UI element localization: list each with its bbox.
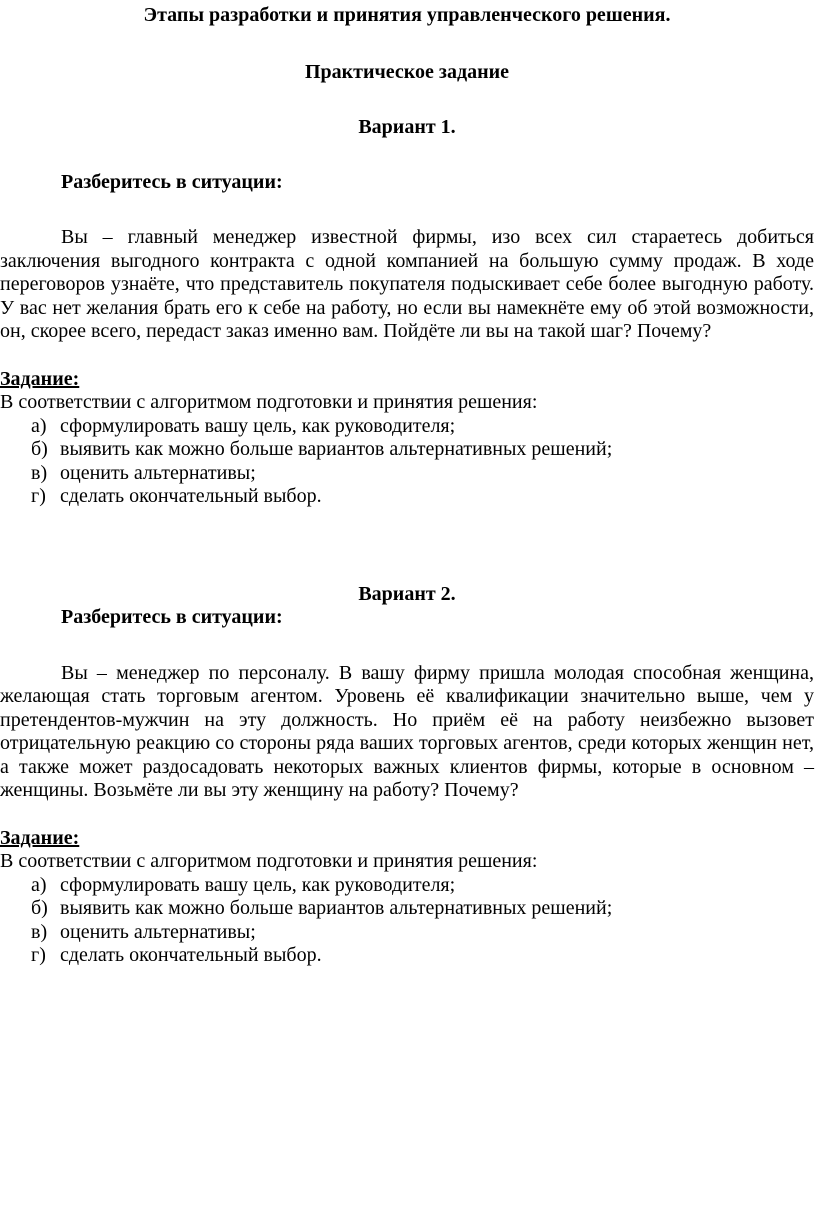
list-item — [0, 415, 814, 439]
variant-2-steps-list — [0, 874, 814, 968]
list-marker: б) — [31, 438, 48, 460]
list-item-text: оценить альтернативы; — [60, 461, 256, 484]
list-item-text: сделать окончательный выбор. — [60, 944, 322, 966]
variant-1-situation-text: Вы – главный менеджер известной фирмы, изо всех сил стараетесь добиться заключения выгодного контракта с одной компанией на большую сумму продаж. В ходе переговоров узнаёте, что представитель покупателя подыскивает себе более выгодную работу. У вас нет желания брать его к себе на работу, но если вы намекнёте ему об этой возможности, он, скорее всего, передаст заказ именно вам. Пойдёте ли вы на такой шаг? Почему? — [0, 226, 814, 342]
variant-1-task-label: Задание: — [0, 367, 80, 390]
variant-2-task-label: Задание: — [0, 826, 80, 849]
list-item — [0, 874, 814, 898]
variant-1 — [0, 116, 814, 509]
list-item — [0, 438, 814, 462]
variant-2-situation-text: Вы – менеджер по персоналу. В вашу фирму пришла молодая способная женщина, желающая стать торговым агентом. Уровень её квалификации значительно выше, чем у претендентов-мужчин на эту должность. Но приём её на работу неизбежно вызовет отрицательную реакцию со стороны ряда ваших торговых агентов, среди которых женщин нет, а также может раздосадовать некоторых важных клиентов фирмы, которые в основном – женщины. Возьмёте ли вы эту женщину на работу? Почему? — [0, 661, 814, 801]
document-title: Этапы разработки и принятия управленческого решения. — [143, 4, 671, 26]
list-item — [0, 462, 814, 486]
list-item — [0, 921, 814, 945]
list-marker: а) — [31, 873, 47, 896]
list-item-text: сформулировать вашу цель, как руководителя; — [60, 414, 456, 437]
variant-2-situation-label: Разберитесь в ситуации: — [61, 606, 283, 628]
list-item-text: выявить как можно больше вариантов альтернативных решений; — [60, 897, 613, 919]
list-marker: г) — [31, 485, 46, 507]
document-content — [0, 4, 814, 968]
list-item — [0, 485, 814, 509]
variant-1-task-intro: В соответствии с алгоритмом подготовки и принятия решения: — [0, 391, 538, 413]
list-marker: а) — [31, 414, 47, 437]
list-item-text: оценить альтернативы; — [60, 920, 256, 943]
variant-2-heading: Вариант 2. — [358, 582, 456, 605]
variant-2 — [0, 583, 814, 968]
list-item — [0, 944, 814, 968]
variant-1-steps-list — [0, 415, 814, 509]
list-item — [0, 897, 814, 921]
list-item-text: сделать окончательный выбор. — [60, 485, 322, 507]
variant-2-task-intro: В соответствии с алгоритмом подготовки и принятия решения: — [0, 850, 538, 872]
document-subtitle: Практическое задание — [304, 60, 510, 83]
list-marker: в) — [31, 920, 48, 943]
variant-1-heading: Вариант 1. — [358, 116, 456, 138]
variant-1-situation-label: Разберитесь в ситуации: — [61, 170, 283, 193]
list-item-text: выявить как можно больше вариантов альтернативных решений; — [60, 438, 613, 460]
list-marker: в) — [31, 461, 48, 484]
list-marker: г) — [31, 944, 46, 966]
list-item-text: сформулировать вашу цель, как руководителя; — [60, 873, 456, 896]
list-marker: б) — [31, 897, 48, 919]
section-spacer — [0, 509, 814, 583]
